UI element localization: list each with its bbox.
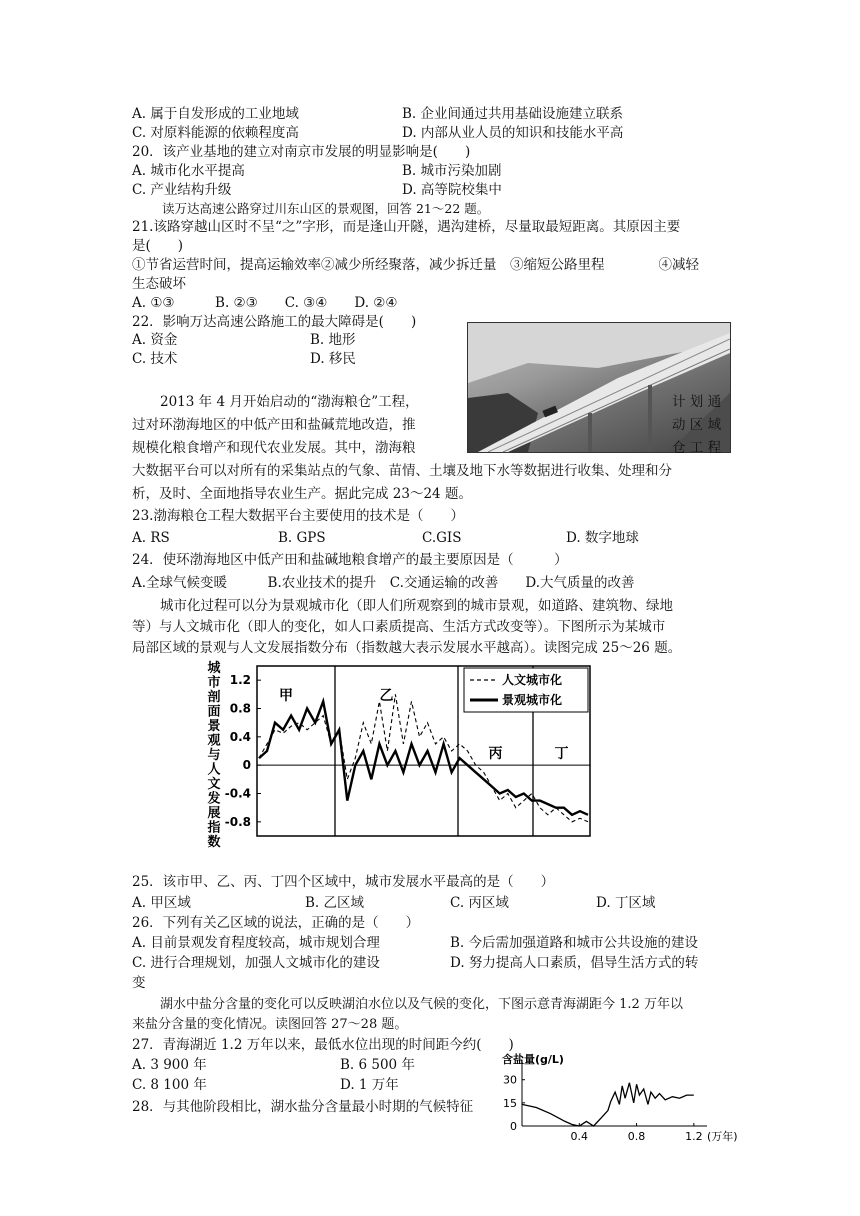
q26-option-d-cont: 变 (132, 975, 146, 991)
q26-option-a: A. 目前景观发育程度较高，城市规划合理 (132, 935, 380, 951)
question-22: 22．影响万达高速公路施工的最大障碍是( ) (132, 314, 417, 330)
q26-option-c: C. 进行合理规划，加强人文城市化的建设 (132, 955, 380, 971)
q20-option-a: A. 城市化水平提高 (132, 163, 245, 179)
question-24: 24．使环渤海地区中低产田和盐碱地粮食增产的最主要原因是（ ） (132, 552, 568, 568)
passage-bohai-2: 过对环渤海地区的中低产田和盐碱荒地改造，推 (132, 417, 416, 433)
x-tick-label: 0.4 (570, 1130, 589, 1143)
salinity-chart (496, 1052, 756, 1152)
region-label: 丁 (554, 746, 569, 762)
y-axis-label-char: 文 (207, 777, 221, 792)
q27-option-c: C. 8 100 年 (132, 1077, 207, 1093)
question-26: 26．下列有关乙区域的说法，正确的是（ ） (132, 915, 420, 931)
q27-option-d: D. 1 万年 (340, 1077, 399, 1093)
passage-bohai-1: 2013 年 4 月开始启动的“渤海粮仓”工程， (160, 394, 419, 410)
y-tick-label: 30 (503, 1073, 517, 1087)
y-axis-label-char: 发 (207, 791, 221, 807)
y-tick-label: -0.4 (224, 786, 251, 801)
q24-options: A.全球气候变暖 B.农业技术的提升 C.交通运输的改善 D.大气质量的改善 (132, 575, 635, 591)
q20-option-b: B. 城市污染加剧 (402, 163, 502, 179)
q25-option-a: A. 甲区域 (132, 895, 191, 911)
question-27: 27．青海湖近 1.2 万年以来，最低水位出现的时间距今约( ) (132, 1037, 514, 1053)
passage-bohai-2-right: 动 区 域 (672, 417, 722, 433)
question-28: 28．与其他阶段相比，湖水盐分含量最小时期的气候特征 (132, 1099, 474, 1115)
q23-option-b: B. GPS (278, 530, 326, 546)
legend-label: 景观城市化 (502, 693, 563, 707)
q23-option-a: A. RS (132, 530, 170, 546)
q20-option-d: D. 高等院校集中 (402, 182, 502, 198)
region-label: 甲 (279, 688, 293, 704)
question-21: 21.该路穿越山区时不呈“之”字形，而是逢山开隧，遇沟建桥，尽量取最短距离。其原因主要 (132, 219, 681, 235)
q23-option-c: C.GIS (422, 530, 462, 546)
urban-index-chart (200, 658, 600, 858)
q21-options: A. ①③ B. ②③ C. ③④ D. ②④ (132, 295, 398, 311)
region-label: 乙 (379, 688, 394, 704)
passage-bohai-4: 大数据平台可以对所有的采集站点的气象、苗情、土壤及地下水等数据进行收集、处理和分 (132, 463, 672, 479)
y-axis-label-char: 面 (207, 704, 221, 720)
y-tick-label: -0.8 (224, 814, 251, 829)
series-line-landscape (259, 701, 588, 814)
y-axis-label: 含盐量(g/L) (502, 1053, 564, 1066)
passage-urban-2: 等）与人文城市化（即人的变化，如人口素质提高、生活方式改变等）。下图所示为某城市 (132, 619, 666, 635)
intro-21-22: 读万达高速公路穿过川东山区的景观图，回答 21～22 题。 (162, 201, 490, 216)
passage-lake-2: 来盐分含量的变化情况。读图回答 27～28 题。 (132, 1017, 408, 1032)
question-21-cont: 是( ) (132, 238, 184, 254)
y-axis-label-char: 剖 (207, 690, 221, 705)
question-20: 20．该产业基地的建立对南京市发展的明显影响是( ) (132, 144, 471, 160)
q21-statements-cont: 生态破坏 (132, 276, 186, 292)
y-axis-label-char: 数 (207, 835, 221, 850)
q19-option-d: D. 内部从业人员的知识和技能水平高 (402, 125, 624, 141)
question-23: 23.渤海粮仓工程大数据平台主要使用的技术是（ ） (132, 508, 464, 524)
passage-bohai-1-right: 计 划 通 (672, 394, 722, 410)
passage-urban-1: 城市化过程可以分为景观城市化（即人们所观察到的城市景观，如道路、建筑物、绿地 (160, 598, 673, 614)
y-tick-label: 1.2 (229, 673, 251, 688)
q20-option-c: C. 产业结构升级 (132, 182, 232, 198)
y-tick-label: 0 (510, 1120, 517, 1133)
passage-lake-1: 湖水中盐分含量的变化可以反映湖泊水位以及气候的变化，下图示意青海湖距今 1.2 万年以 (160, 997, 683, 1012)
q19-option-b: B. 企业间通过共用基础设施建立联系 (402, 106, 624, 122)
y-axis-label-char: 与 (207, 748, 221, 763)
y-axis-label-char: 展 (207, 806, 221, 821)
y-axis-label-char: 市 (207, 675, 221, 691)
y-axis-label-char: 人 (207, 762, 221, 778)
y-axis-label-char: 景 (207, 719, 221, 734)
region-label: 丙 (488, 746, 503, 762)
q22-option-a: A. 资金 (132, 332, 178, 348)
q25-option-b: B. 乙区域 (305, 895, 365, 911)
salinity-line (522, 1083, 694, 1126)
q27-option-a: A. 3 900 年 (132, 1057, 207, 1073)
passage-urban-3: 局部区域的景观与人文发展指数分布（指数越大表示发展水平越高）。读图完成 25～26 题。 (132, 640, 682, 656)
y-tick-label: 0 (242, 758, 251, 773)
q25-option-d: D. 丁区域 (596, 895, 656, 911)
y-axis-label-char: 城 (207, 661, 221, 676)
q22-option-d: D. 移民 (310, 351, 356, 367)
question-25: 25．该市甲、乙、丙、丁四个区域中，城市发展水平最高的是（ ） (132, 874, 555, 890)
passage-bohai-3: 规模化粮食增产和现代农业发展。其中，渤海粮 (132, 440, 416, 456)
y-axis-label-char: 观 (207, 733, 221, 749)
q19-option-c: C. 对原料能源的依赖程度高 (132, 125, 299, 141)
x-axis-label: (万年) (707, 1130, 738, 1143)
y-tick-label: 0.4 (229, 729, 251, 744)
x-tick-label: 1.2 (685, 1130, 703, 1143)
q26-option-d: D. 努力提高人口素质，倡导生活方式的转 (450, 955, 699, 971)
q21-statements: ①节省运营时间，提高运输效率②减少所经聚落，减少拆迁量 ③缩短公路里程 ④减轻 (132, 257, 699, 273)
passage-bohai-3-right: 仓 工 程 (672, 440, 722, 456)
y-tick-label: 0.8 (229, 701, 251, 716)
q19-option-a: A. 属于自发形成的工业地域 (132, 106, 299, 122)
q22-option-c: C. 技术 (132, 351, 178, 367)
legend-label: 人文城市化 (502, 673, 563, 687)
y-axis-label-char: 指 (207, 820, 221, 836)
passage-bohai-5: 析，及时、全面地指导农业生产。据此完成 23～24 题。 (132, 486, 472, 502)
x-tick-label: 0.8 (627, 1130, 646, 1143)
q27-option-b: B. 6 500 年 (340, 1057, 415, 1073)
q22-option-b: B. 地形 (310, 332, 356, 348)
q26-option-b: B. 今后需加强道路和城市公共设施的建设 (450, 935, 699, 951)
y-tick-label: 15 (503, 1096, 517, 1110)
q25-option-c: C. 丙区域 (450, 895, 509, 911)
q23-option-d: D. 数字地球 (566, 530, 639, 546)
